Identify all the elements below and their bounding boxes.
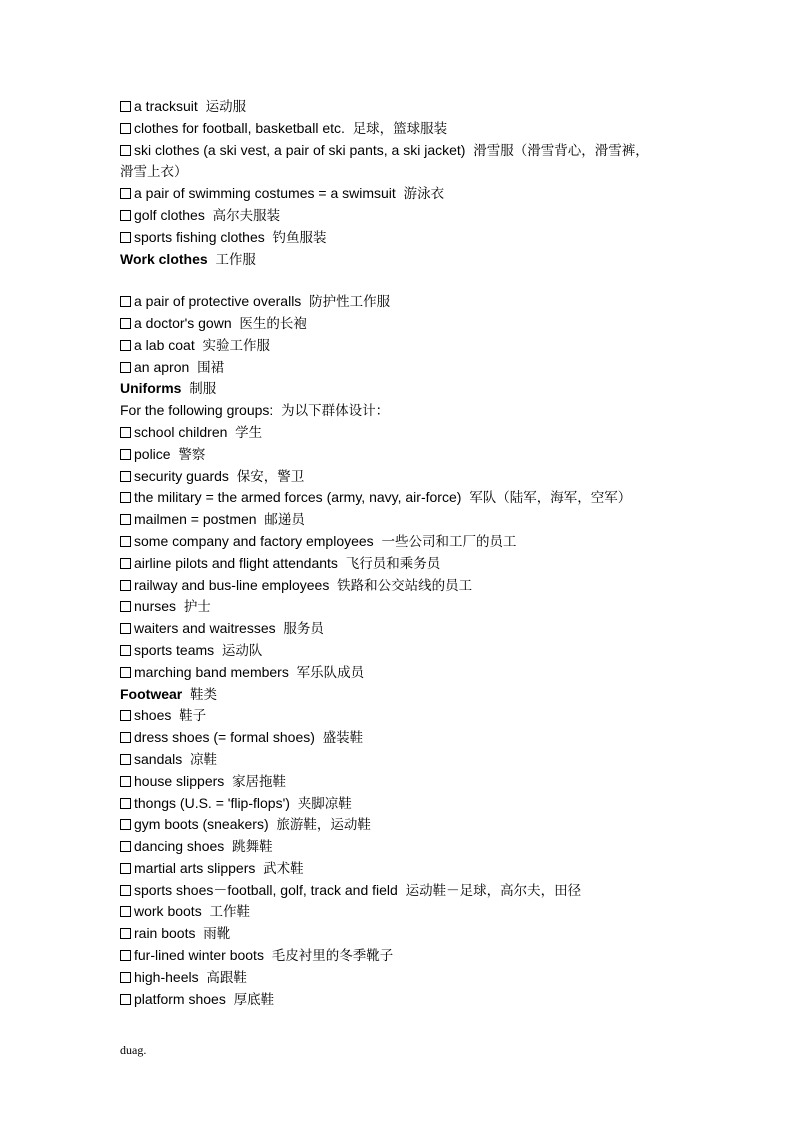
chinese-translation: 游泳衣 [403, 186, 445, 203]
chinese-translation: 学生 [235, 424, 263, 441]
chinese-translation: 运动鞋－足球，高尔夫，田径 [405, 882, 582, 899]
english-term: Uniforms [120, 380, 182, 397]
english-term: For the following groups: [120, 402, 274, 419]
chinese-translation: 鞋类 [190, 686, 218, 703]
chinese-translation: 工作服 [215, 251, 256, 268]
english-term: the military = the armed forces (army, navy, air-force) [134, 489, 462, 506]
document-body [120, 96, 650, 1010]
checkbox-icon[interactable] [120, 558, 131, 569]
chinese-translation: 毛皮衬里的冬季靴子 [271, 948, 394, 965]
english-term: sports teams [134, 641, 215, 658]
checkbox-icon[interactable] [120, 972, 131, 983]
chinese-translation: 为以下群体设计： [281, 403, 390, 420]
checkbox-icon[interactable] [120, 798, 131, 809]
checklist-item [120, 227, 650, 249]
checklist-item [120, 662, 650, 684]
checklist-item [120, 705, 650, 727]
checkbox-icon[interactable] [120, 536, 131, 547]
chinese-translation: 鞋子 [179, 708, 207, 725]
chinese-translation: 足球，篮球服装 [352, 120, 448, 137]
checkbox-icon[interactable] [120, 188, 131, 199]
checklist-item [120, 814, 650, 836]
chinese-translation: 旅游鞋，运动鞋 [276, 817, 371, 834]
english-term: dress shoes (= formal shoes) [134, 729, 315, 746]
checkbox-icon[interactable] [120, 449, 131, 460]
checklist-item [120, 880, 650, 902]
english-term: school children [134, 423, 228, 440]
intro-text [120, 400, 650, 422]
english-term: an apron [134, 358, 190, 375]
chinese-translation: 盛装鞋 [322, 730, 364, 747]
english-term: platform shoes [134, 990, 226, 1007]
chinese-translation: 一些公司和工厂的员工 [381, 533, 517, 550]
checkbox-icon[interactable] [120, 863, 131, 874]
checklist-item [120, 989, 650, 1011]
english-term: fur-lined winter boots [134, 947, 264, 964]
checklist-item [120, 313, 650, 335]
checkbox-icon[interactable] [120, 776, 131, 787]
english-term: sandals [134, 750, 183, 767]
page-footer: duag. [120, 1043, 147, 1057]
checkbox-icon[interactable] [120, 296, 131, 307]
checkbox-icon[interactable] [120, 732, 131, 743]
chinese-translation: 高跟鞋 [206, 969, 247, 986]
checkbox-icon[interactable] [120, 492, 131, 503]
checkbox-icon[interactable] [120, 994, 131, 1005]
chinese-translation: 围裙 [197, 359, 225, 376]
checkbox-icon[interactable] [120, 471, 131, 482]
english-term: a pair of protective overalls [134, 293, 302, 310]
checklist-item [120, 923, 650, 945]
english-term: clothes for football, basketball etc. [134, 119, 345, 136]
checklist-item [120, 357, 650, 379]
chinese-translation: 运动服 [205, 99, 247, 115]
english-term: security guards [134, 467, 229, 484]
chinese-translation: 厚底鞋 [233, 991, 275, 1008]
checkbox-icon[interactable] [120, 667, 131, 678]
checkbox-icon[interactable] [120, 710, 131, 721]
english-term: shoes [134, 707, 172, 724]
checklist-item [120, 444, 650, 466]
checklist-item [120, 640, 650, 662]
checklist-item [120, 553, 650, 575]
english-term: gym boots (sneakers) [134, 816, 269, 833]
checklist-item [120, 183, 650, 205]
english-term: some company and factory employees [134, 532, 374, 549]
chinese-translation: 护士 [183, 599, 211, 616]
checkbox-icon[interactable] [120, 754, 131, 765]
chinese-translation: 防护性工作服 [309, 294, 391, 311]
chinese-translation: 警察 [178, 446, 206, 463]
checklist-item [120, 858, 650, 880]
chinese-translation: 服务员 [283, 621, 324, 638]
checkbox-icon[interactable] [120, 819, 131, 830]
checklist-item [120, 140, 650, 184]
chinese-translation: 钓鱼服装 [272, 229, 327, 246]
checklist-item [120, 531, 650, 553]
checklist-item [120, 901, 650, 923]
english-term: a doctor's gown [134, 314, 232, 331]
chinese-translation: 实验工作服 [202, 337, 270, 354]
english-term: sports fishing clothes [134, 228, 265, 245]
english-term: railway and bus-line employees [134, 576, 330, 593]
chinese-translation: 高尔夫服装 [212, 207, 281, 224]
checkbox-icon[interactable] [120, 645, 131, 656]
english-term: police [134, 445, 171, 462]
checkbox-icon[interactable] [120, 580, 131, 591]
checkbox-icon[interactable] [120, 928, 131, 939]
checklist-item [120, 487, 650, 509]
checklist-item [120, 836, 650, 858]
chinese-translation: 家居拖鞋 [232, 773, 287, 790]
checklist-item [120, 793, 650, 815]
english-term: sports shoes－football, golf, track and field [134, 881, 398, 898]
english-term: mailmen = postmen [134, 511, 257, 528]
checkbox-icon[interactable] [120, 318, 131, 329]
checkbox-icon[interactable] [120, 145, 131, 156]
checkbox-icon[interactable] [120, 950, 131, 961]
checklist-item [120, 967, 650, 989]
english-term: nurses [134, 598, 177, 615]
chinese-translation: 制服 [189, 381, 217, 398]
chinese-translation: 医生的长袍 [239, 315, 307, 332]
english-term: waiters and waitresses [134, 620, 276, 637]
chinese-translation: 滑雪服（滑雪背心，滑雪裤，滑雪上衣） [120, 142, 649, 181]
checkbox-icon[interactable] [120, 885, 131, 896]
checkbox-icon[interactable] [120, 340, 131, 351]
english-term: a lab coat [134, 336, 195, 353]
english-term: thongs (U.S. = 'flip-flops') [134, 794, 290, 811]
section-heading [120, 684, 650, 706]
checklist-item [120, 118, 650, 140]
chinese-translation: 军乐队成员 [296, 664, 365, 681]
english-term: airline pilots and flight attendants [134, 554, 338, 571]
chinese-translation: 工作鞋 [209, 904, 250, 921]
checkbox-icon[interactable] [120, 232, 131, 243]
english-term: marching band members [134, 663, 289, 680]
checkbox-icon[interactable] [120, 601, 131, 612]
checkbox-icon[interactable] [120, 123, 131, 134]
checkbox-icon[interactable] [120, 101, 131, 112]
checklist-item [120, 749, 650, 771]
chinese-translation: 凉鞋 [190, 751, 218, 768]
checklist-item [120, 335, 650, 357]
checklist-item [120, 509, 650, 531]
checkbox-icon[interactable] [120, 906, 131, 917]
chinese-translation: 雨靴 [203, 926, 231, 943]
english-term: a pair of swimming costumes = a swimsuit [134, 185, 396, 202]
english-term: high-heels [134, 968, 199, 985]
english-term: golf clothes [134, 206, 205, 223]
checklist-item [120, 596, 650, 618]
chinese-translation: 运动队 [221, 642, 263, 659]
checkbox-icon[interactable] [120, 841, 131, 852]
checklist-item [120, 422, 650, 444]
english-term: work boots [134, 903, 202, 920]
english-term: ski clothes (a ski vest, a pair of ski pants, a ski jacket) [134, 141, 466, 158]
chinese-translation: 跳舞鞋 [232, 839, 273, 856]
section-heading [120, 249, 650, 271]
english-term: Footwear [120, 685, 183, 702]
checkbox-icon[interactable] [120, 427, 131, 438]
checklist-item [120, 466, 650, 488]
english-term: dancing shoes [134, 838, 225, 855]
checkbox-icon[interactable] [120, 623, 131, 634]
english-term: martial arts slippers [134, 859, 256, 876]
checklist-item [120, 205, 650, 227]
checkbox-icon[interactable] [120, 362, 131, 373]
english-term: house slippers [134, 772, 225, 789]
checklist-item [120, 618, 650, 640]
checklist-item [120, 291, 650, 313]
chinese-translation: 武术鞋 [263, 860, 304, 877]
checklist-item [120, 727, 650, 749]
english-term: rain boots [134, 925, 196, 942]
checklist-item [120, 771, 650, 793]
chinese-translation: 飞行员和乘务员 [345, 555, 441, 572]
chinese-translation: 邮递员 [264, 512, 305, 529]
checklist-item [120, 96, 650, 118]
chinese-translation: 保安，警卫 [236, 468, 305, 485]
section-heading [120, 378, 650, 400]
chinese-translation: 夹脚凉鞋 [297, 795, 352, 812]
checkbox-icon[interactable] [120, 514, 131, 525]
chinese-translation: 铁路和公交站线的员工 [337, 577, 473, 594]
english-term: Work clothes [120, 250, 208, 267]
chinese-translation: 军队（陆军，海军，空军） [469, 490, 632, 507]
blank-line [120, 270, 650, 291]
english-term: a tracksuit [134, 98, 198, 114]
checklist-item [120, 945, 650, 967]
checkbox-icon[interactable] [120, 210, 131, 221]
checklist-item [120, 575, 650, 597]
